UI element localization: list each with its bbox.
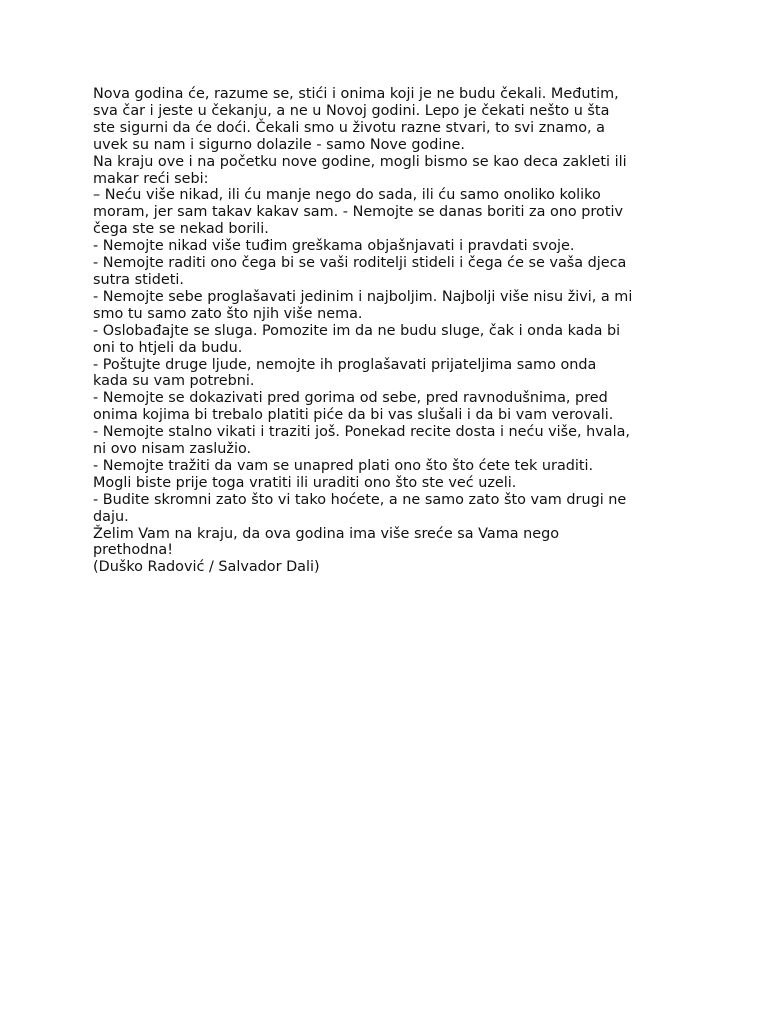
text-line: uvek su nam i sigurno dolazile - samo Nove godine. <box>93 136 465 153</box>
text-line: Nova godina će, razume se, stići i onima koji je ne budu čekali. Međutim, <box>93 86 619 102</box>
text-line: - Nemojte sebe proglašavati jedinim i najboljim. Najbolji više nisu živi, a mi <box>93 288 633 305</box>
text-line: - Nemojte se dokazivati pred gorima od sebe, pred ravnodušnima, pred <box>93 390 608 407</box>
text-line: - Nemojte nikad više tuđim greškama objašnjavati i pravdati svoje. <box>93 238 575 255</box>
text-line: prethodna! <box>93 542 173 559</box>
text-line: Na kraju ove i na početku nove godine, mogli bismo se kao deca zakleti ili <box>93 153 627 170</box>
text-line: moram, jer sam takav kakav sam. - Nemojte se danas boriti za ono protiv <box>93 204 623 221</box>
text-line: Želim Vam na kraju, da ova godina ima više sreće sa Vama nego <box>93 525 560 542</box>
text-line: ni ovo nisam zaslužio. <box>93 441 252 458</box>
text-line: sutra stideti. <box>93 271 184 288</box>
text-line: smo tu samo zato što njih više nema. <box>93 305 363 322</box>
text-line: daju. <box>93 508 129 525</box>
text-line: – Neću više nikad, ili ću manje nego do sada, ili ću samo onoliko koliko <box>93 187 601 204</box>
text-line: - Poštujte druge ljude, nemojte ih proglašavati prijateljima samo onda <box>93 356 597 373</box>
text-line: - Nemojte stalno vikati i traziti još. Ponekad recite dosta i neću više, hvala, <box>93 424 630 441</box>
text-line: onima kojima bi trebalo platiti piće da bi vas slušali i da bi vam verovali. <box>93 407 614 424</box>
text-line: kada su vam potrebni. <box>93 373 255 390</box>
document-text <box>93 86 693 576</box>
text-line: sva čar i jeste u čekanju, a ne u Novoj godini. Lepo je čekati nešto u šta <box>93 102 610 119</box>
text-line: - Budite skromni zato što vi tako hoćete, a ne samo zato što vam drugi ne <box>93 491 627 508</box>
text-line: - Oslobađajte se sluga. Pomozite im da ne budu sluge, čak i onda kada bi <box>93 322 621 339</box>
attribution: (Duško Radović / Salvador Dali) <box>93 559 320 576</box>
text-line: čega ste se nekad borili. <box>93 221 269 238</box>
text-line: oni to htjeli da budu. <box>93 339 243 356</box>
text-line: Mogli biste prije toga vratiti ili uraditi ono što ste već uzeli. <box>93 474 517 491</box>
text-line: - Nemojte tražiti da vam se unapred plati ono što što ćete tek uraditi. <box>93 457 594 474</box>
text-line: ste sigurni da će doći. Čekali smo u životu razne stvari, to svi znamo, a <box>93 119 605 136</box>
text-line: makar reći sebi: <box>93 170 209 187</box>
text-line: - Nemojte raditi ono čega bi se vaši roditelji stideli i čega će se vaša djeca <box>93 255 627 272</box>
